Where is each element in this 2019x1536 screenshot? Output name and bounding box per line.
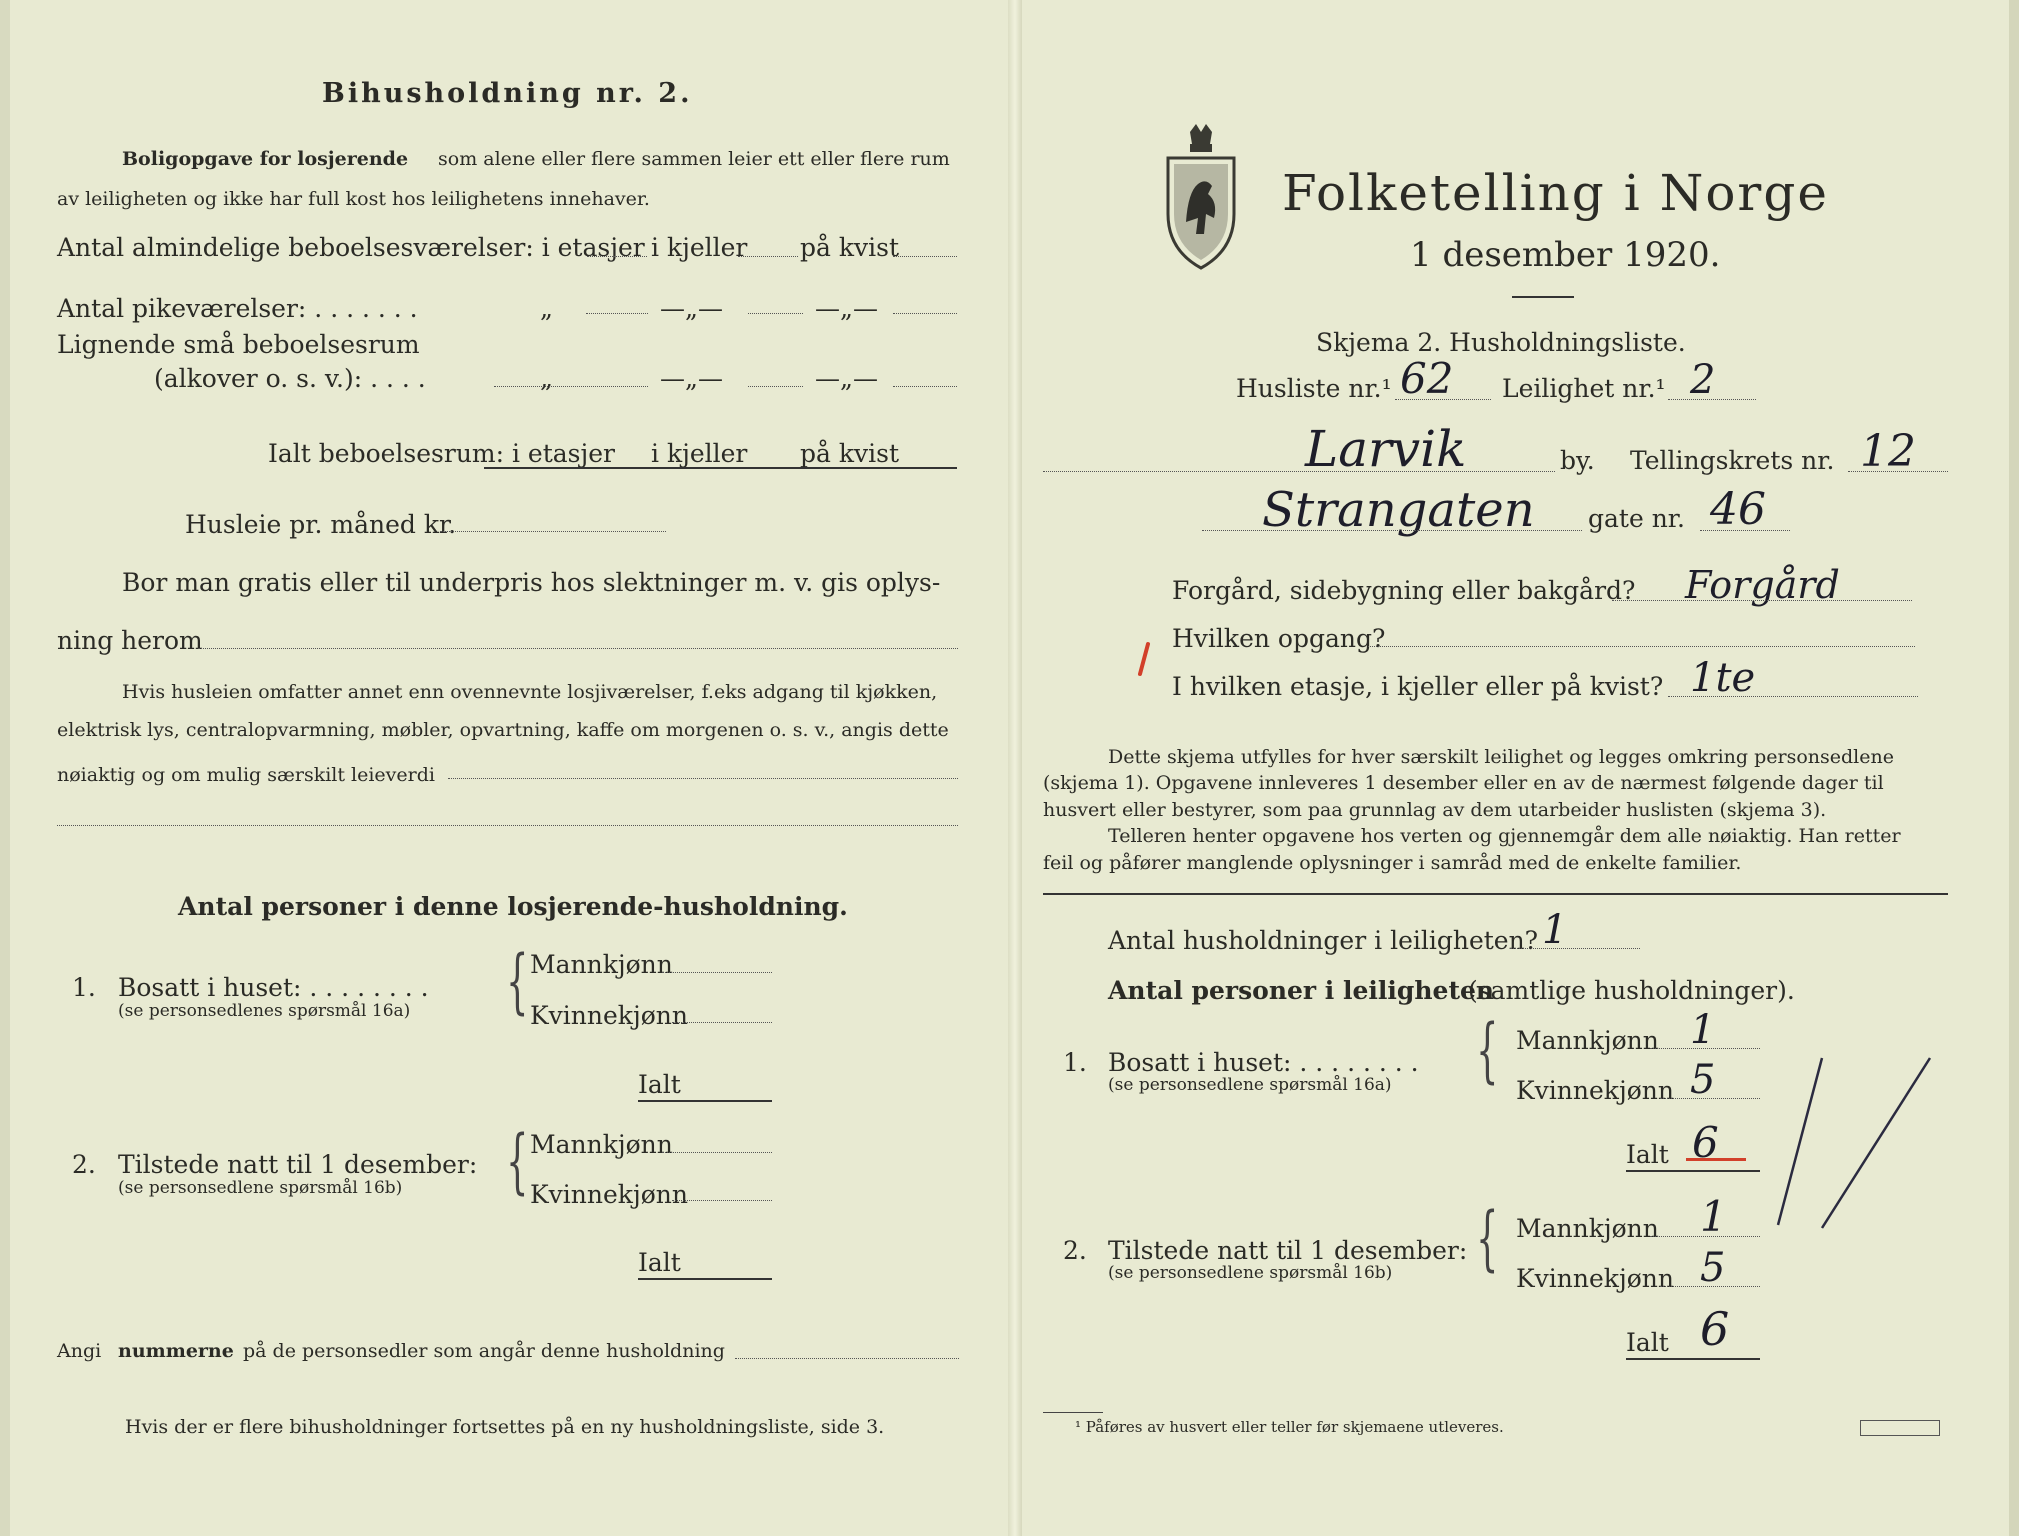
hvis-line-3: nøiaktig og om mulig særskilt leieverdi xyxy=(57,764,435,786)
r-q2-kvinne-value: 5 xyxy=(1700,1245,1726,1291)
angi-rest: på de personsedler som angår denne husholdning xyxy=(243,1340,725,1362)
ialt-kvist-label: på kvist xyxy=(800,439,899,468)
gate-nr-value: 46 xyxy=(1710,484,1766,535)
husliste-value: 62 xyxy=(1400,354,1454,403)
etasje-value: 1te xyxy=(1690,655,1756,701)
herom-line xyxy=(198,648,958,649)
r-q1-label: Bosatt i huset: . . . . . . . . xyxy=(1108,1048,1419,1077)
leieverdi-line xyxy=(448,778,958,779)
r-q2-ialt-line xyxy=(1626,1358,1760,1360)
alm-kjeller-line xyxy=(738,256,798,257)
forgard-value: Forgård xyxy=(1685,563,1840,607)
hvis-line-1: Hvis husleien omfatter annet enn ovennevnte losjiværelser, f.eks adgang til kjøkken, xyxy=(122,681,938,703)
etasje-line xyxy=(1668,696,1918,697)
opgang-line xyxy=(1368,646,1915,647)
r-q2-num: 2. xyxy=(1063,1236,1087,1265)
blank-line xyxy=(57,825,958,826)
angi-pre: Angi xyxy=(57,1340,102,1362)
alk-kvist-line xyxy=(893,386,957,387)
note-line-1: Dette skjema utfylles for hver særskilt leilighet og legges omkring personsedlene xyxy=(1108,746,1894,768)
opgang-label: Hvilken opgang? xyxy=(1172,624,1386,653)
note-line-3: husvert eller bestyrer, som paa grunnlag av dem utarbeider huslisten (skjema 3). xyxy=(1043,799,1827,821)
l-q1-label: Bosatt i huset: . . . . . . . . xyxy=(118,973,429,1002)
center-fold xyxy=(1008,0,1022,1536)
alk-ditto-1: „ xyxy=(540,364,553,393)
norway-coat-of-arms-icon xyxy=(1160,122,1242,270)
krets-line xyxy=(1848,471,1948,472)
left-paper-edge xyxy=(0,0,10,1536)
r-q1-kvinne-line xyxy=(1660,1098,1760,1099)
printer-stamp xyxy=(1860,1420,1940,1436)
r-q2-brace: { xyxy=(1476,1197,1499,1279)
lignende-label: Lignende små beboelsesrum xyxy=(57,330,420,359)
l-q1-mann-line xyxy=(662,972,772,973)
alk-ditto-2: —„— xyxy=(660,364,723,393)
alm-etasjer-line xyxy=(587,256,647,257)
checkmark-tally xyxy=(1770,1050,1940,1230)
forgard-label: Forgård, sidebygning eller bakgård? xyxy=(1172,576,1636,605)
l-q2-ialt-label: Ialt xyxy=(638,1248,681,1277)
l-q1-ialt-label: Ialt xyxy=(638,1070,681,1099)
date-rule xyxy=(1512,296,1574,298)
ialt-rum-label: Ialt beboelsesrum: i etasjer xyxy=(268,439,616,468)
leilighet-label: Leilighet nr.¹ xyxy=(1502,374,1666,403)
pike-ditto-3: —„— xyxy=(815,294,878,323)
bor-man-text: Bor man gratis eller til underpris hos slektninger m. v. gis oplys- xyxy=(122,568,941,597)
note-line-2: (skjema 1). Opgavene innleveres 1 desember eller en av de nærmest følgende dager til xyxy=(1043,772,1884,794)
right-paper-edge xyxy=(2009,0,2019,1536)
note-rule xyxy=(1043,893,1948,895)
r-q2-label: Tilstede natt til 1 desember: xyxy=(1108,1236,1468,1265)
l-q1-brace: { xyxy=(506,940,529,1022)
r-q2-mann-line xyxy=(1650,1236,1760,1237)
antal-pike-label: Antal pikeværelser: . . . . . . . xyxy=(57,294,418,323)
right-title: Folketelling i Norge xyxy=(1282,164,1829,222)
alk-etasjer-line xyxy=(494,386,648,387)
intro-rest: som alene eller flere sammen leier ett eller flere rum xyxy=(438,148,950,170)
antal-pers-bold: Antal personer i leiligheten xyxy=(1108,976,1495,1005)
r-q1-ialt-value: 6 xyxy=(1692,1118,1719,1167)
r-q2-kvinne-label: Kvinnekjønn xyxy=(1516,1264,1674,1293)
skjema-label: Skjema 2. Husholdningsliste. xyxy=(1316,328,1686,357)
antal-hush-value: 1 xyxy=(1542,907,1568,953)
l-q1-ialt-line xyxy=(638,1100,772,1102)
right-date: 1 desember 1920. xyxy=(1410,235,1721,275)
husleie-label: Husleie pr. måned kr. xyxy=(185,510,457,539)
left-title: Bihusholdning nr. 2. xyxy=(322,78,693,109)
l-q2-mann-line xyxy=(662,1152,772,1153)
by-value: Larvik xyxy=(1305,420,1467,478)
l-q2-kvinne-label: Kvinnekjønn xyxy=(530,1180,688,1209)
l-q1-kvinne-line xyxy=(672,1022,772,1023)
ialt-rum-underline xyxy=(484,467,957,469)
by-line xyxy=(1043,471,1555,472)
r-q1-ialt-label: Ialt xyxy=(1626,1140,1669,1169)
l-q1-kvinne-label: Kvinnekjønn xyxy=(530,1001,688,1030)
r-q1-mann-line xyxy=(1650,1048,1760,1049)
leilighet-value: 2 xyxy=(1690,357,1716,403)
red-pencil-mark xyxy=(1130,640,1160,680)
leilighet-line xyxy=(1668,399,1756,400)
ialt-kjeller-label: i kjeller xyxy=(651,439,748,468)
l-q2-label: Tilstede natt til 1 desember: xyxy=(118,1150,478,1179)
l-q2-brace: { xyxy=(506,1120,529,1202)
alk-ditto-3: —„— xyxy=(815,364,878,393)
krets-label: Tellingskrets nr. xyxy=(1630,446,1835,475)
footnote: ¹ Påføres av husvert eller teller før skjemaene utleveres. xyxy=(1075,1418,1504,1436)
r-q2-mann-value: 1 xyxy=(1700,1192,1727,1241)
r-q1-kvinne-value: 5 xyxy=(1690,1057,1716,1103)
footnote-rule xyxy=(1043,1412,1103,1413)
ning-herom-text: ning herom xyxy=(57,626,203,655)
pike-etasjer-line xyxy=(586,313,648,314)
gate-nr-line xyxy=(1700,530,1790,531)
note-line-4: Telleren henter opgavene hos verten og gjennemgår dem alle nøiaktig. Han retter xyxy=(1108,825,1901,847)
r-q1-sub: (se personsedlene spørsmål 16a) xyxy=(1108,1075,1392,1095)
r-q2-ialt-value: 6 xyxy=(1700,1302,1730,1356)
by-label: by. xyxy=(1560,446,1595,475)
r-q1-brace: { xyxy=(1476,1009,1499,1091)
r-q1-num: 1. xyxy=(1063,1048,1087,1077)
l-q2-mann-label: Mannkjønn xyxy=(530,1130,673,1159)
antal-alm-label: Antal almindelige beboelsesværelser: i etasjer xyxy=(57,233,645,262)
r-q2-sub: (se personsedlene spørsmål 16b) xyxy=(1108,1263,1393,1283)
l-q2-sub: (se personsedlene spørsmål 16b) xyxy=(118,1178,403,1198)
r-q2-ialt-label: Ialt xyxy=(1626,1328,1669,1357)
r-q1-ialt-line xyxy=(1626,1170,1760,1172)
gate-value: Strangaten xyxy=(1262,482,1535,538)
alm-kvist-label: på kvist xyxy=(800,233,899,262)
gate-line xyxy=(1202,530,1582,531)
l-q2-kvinne-line xyxy=(672,1200,772,1201)
alk-kjeller-line xyxy=(748,386,803,387)
antal-pers-rest: (samtlige husholdninger). xyxy=(1468,976,1795,1005)
angi-bold: nummerne xyxy=(118,1340,234,1362)
r-q1-ialt-red-underline xyxy=(1686,1158,1746,1161)
left-footer: Hvis der er flere bihusholdninger fortsettes på en ny husholdningsliste, side 3. xyxy=(125,1416,885,1438)
l-q1-sub: (se personsedlenes spørsmål 16a) xyxy=(118,1001,411,1021)
alm-kjeller-label: i kjeller xyxy=(651,233,748,262)
l-q1-mann-label: Mannkjønn xyxy=(530,950,673,979)
gate-label: gate nr. xyxy=(1588,504,1685,533)
l-q2-ialt-line xyxy=(638,1278,772,1280)
alkover-label: (alkover o. s. v.): . . . . xyxy=(154,364,426,393)
hvis-line-2: elektrisk lys, centralopvarmning, møbler, opvartning, kaffe om morgenen o. s. v., angis dette xyxy=(57,719,949,741)
husleie-line xyxy=(440,531,666,532)
pike-kvist-line xyxy=(893,313,957,314)
intro-bold: Boligopgave for losjerende xyxy=(122,148,409,170)
r-q2-mann-label: Mannkjønn xyxy=(1516,1214,1659,1243)
pike-kjeller-line xyxy=(748,313,803,314)
r-q1-mann-label: Mannkjønn xyxy=(1516,1026,1659,1055)
l-q2-num: 2. xyxy=(72,1150,96,1179)
antal-hush-line xyxy=(1510,948,1640,949)
husliste-line xyxy=(1395,399,1491,400)
pike-ditto-2: —„— xyxy=(660,294,723,323)
husliste-label: Husliste nr.¹ xyxy=(1236,374,1392,403)
note-line-5: feil og påfører manglende oplysninger i samråd med de enkelte familier. xyxy=(1043,852,1742,874)
l-q1-num: 1. xyxy=(72,973,96,1002)
forgard-line xyxy=(1612,600,1912,601)
pike-ditto-1: „ xyxy=(540,294,553,323)
krets-value: 12 xyxy=(1860,426,1916,477)
r-q2-kvinne-line xyxy=(1660,1286,1760,1287)
etasje-label: I hvilken etasje, i kjeller eller på kvist? xyxy=(1172,672,1664,701)
antal-hush-label: Antal husholdninger i leiligheten? xyxy=(1108,926,1539,955)
alm-kvist-line xyxy=(893,256,957,257)
r-q1-kvinne-label: Kvinnekjønn xyxy=(1516,1076,1674,1105)
r-q1-mann-value: 1 xyxy=(1690,1007,1716,1053)
angi-line xyxy=(735,1358,959,1359)
intro-line2: av leiligheten og ikke har full kost hos leilighetens innehaver. xyxy=(57,188,650,210)
antal-personer-heading: Antal personer i denne losjerende-husholdning. xyxy=(178,892,848,921)
